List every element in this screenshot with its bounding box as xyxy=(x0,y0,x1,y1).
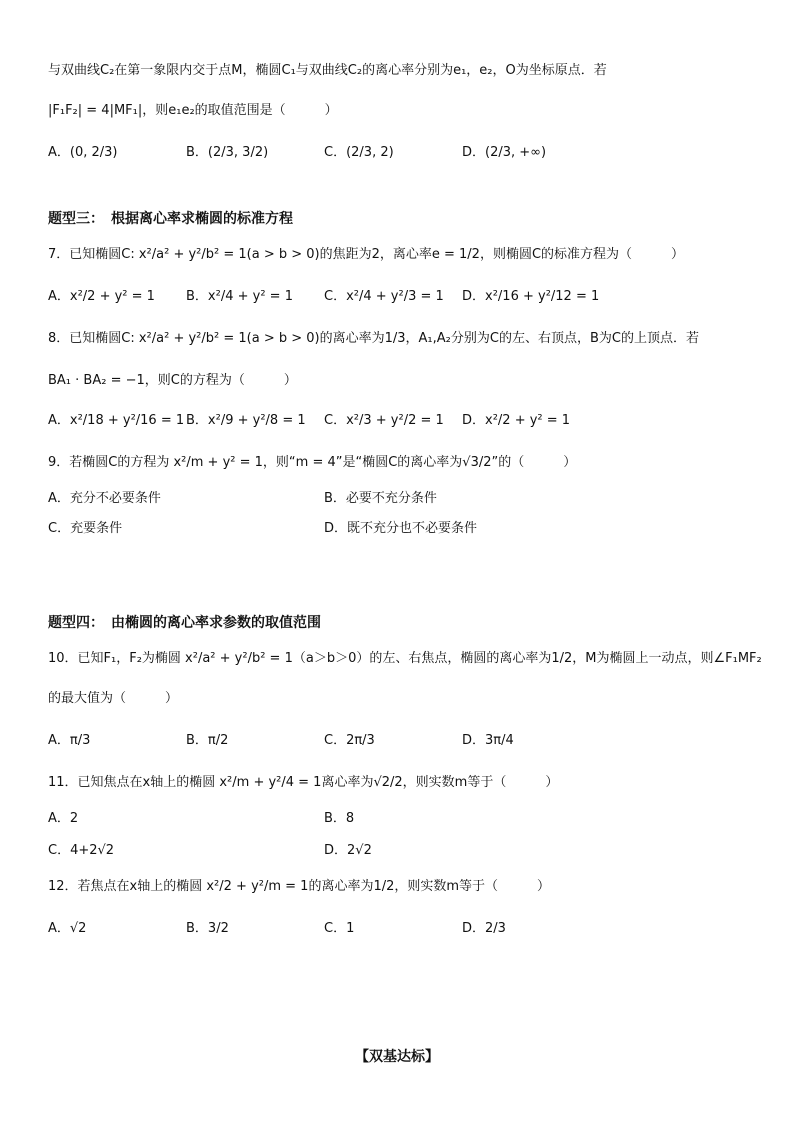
q8-option-d: D．x²/2 + y² = 1 xyxy=(462,413,571,428)
q11-option-c: C．4+2√2 xyxy=(48,843,115,858)
section-heading-3: 题型三： 根据离心率求椭圆的标准方程 xyxy=(48,211,293,227)
question-11-stem: 11．已知焦点在x轴上的椭圆 x²/m + y²/4 = 1离心率为√2/2，则实数m等于（ ） xyxy=(48,775,559,790)
question-10-stem-line2: 的最大值为（ ） xyxy=(48,691,179,706)
q11-option-d: D．2√2 xyxy=(324,843,372,858)
q12-option-d: D．2/3 xyxy=(462,921,506,936)
q7-option-b: B．x²/4 + y² = 1 xyxy=(186,289,293,304)
q6-option-a: A．(0, 2/3) xyxy=(48,145,118,160)
q7-option-a: A．x²/2 + y² = 1 xyxy=(48,289,155,304)
q6-option-d: D．(2/3, +∞) xyxy=(462,145,547,160)
question-9-stem: 9．若椭圆C的方程为 x²/m + y² = 1，则“m = 4”是“椭圆C的离心率为√3/2”的（ ） xyxy=(48,455,577,470)
q11-option-a: A．2 xyxy=(48,811,79,826)
question-7-stem: 7．已知椭圆C: x²/a² + y²/b² = 1(a > b > 0)的焦距为2，离心率e = 1/2，则椭圆C的标准方程为（ ） xyxy=(48,247,685,262)
q12-option-c: C．1 xyxy=(324,921,355,936)
q7-option-c: C．x²/4 + y²/3 = 1 xyxy=(324,289,444,304)
question-10-stem: 10．已知F₁，F₂为椭圆 x²/a² + y²/b² = 1（a＞b＞0）的左、右焦点，椭圆的离心率为1/2，M为椭圆上一动点，则∠F₁MF₂ xyxy=(48,651,762,666)
section-heading-4: 题型四： 由椭圆的离心率求参数的取值范围 xyxy=(48,615,321,631)
q9-option-a: A．充分不必要条件 xyxy=(48,491,161,506)
q9-option-b: B．必要不充分条件 xyxy=(324,491,437,506)
q6-option-c: C．(2/3, 2) xyxy=(324,145,394,160)
q9-option-c: C．充要条件 xyxy=(48,521,123,536)
question-8-stem-line2: BA₁ · BA₂ = −1，则C的方程为（ ） xyxy=(48,373,297,388)
q11-option-b: B．8 xyxy=(324,811,355,826)
question-6-text-line2: |F₁F₂| = 4|MF₁|，则e₁e₂的取值范围是（ ） xyxy=(48,103,338,118)
section-footer-title: 【双基达标】 xyxy=(355,1049,439,1065)
q10-option-d: D．3π/4 xyxy=(462,733,514,748)
q7-option-d: D．x²/16 + y²/12 = 1 xyxy=(462,289,600,304)
question-8-stem: 8．已知椭圆C: x²/a² + y²/b² = 1(a > b > 0)的离心率为1/3，A₁,A₂分别为C的左、右顶点，B为C的上顶点．若 xyxy=(48,331,699,346)
question-12-stem: 12．若焦点在x轴上的椭圆 x²/2 + y²/m = 1的离心率为1/2，则实数m等于（ ） xyxy=(48,879,551,894)
question-6-text: 与双曲线C₂在第一象限内交于点M，椭圆C₁与双曲线C₂的离心率分别为e₁，e₂，O为坐标原点．若 xyxy=(48,63,607,78)
q12-option-b: B．3/2 xyxy=(186,921,229,936)
q8-option-b: B．x²/9 + y²/8 = 1 xyxy=(186,413,306,428)
q6-option-b: B．(2/3, 3/2) xyxy=(186,145,269,160)
q10-option-a: A．π/3 xyxy=(48,733,91,748)
q12-option-a: A．√2 xyxy=(48,921,87,936)
q8-option-a: A．x²/18 + y²/16 = 1 xyxy=(48,413,185,428)
q10-option-c: C．2π/3 xyxy=(324,733,375,748)
q8-option-c: C．x²/3 + y²/2 = 1 xyxy=(324,413,444,428)
q10-option-b: B．π/2 xyxy=(186,733,229,748)
q9-option-d: D．既不充分也不必要条件 xyxy=(324,521,478,536)
